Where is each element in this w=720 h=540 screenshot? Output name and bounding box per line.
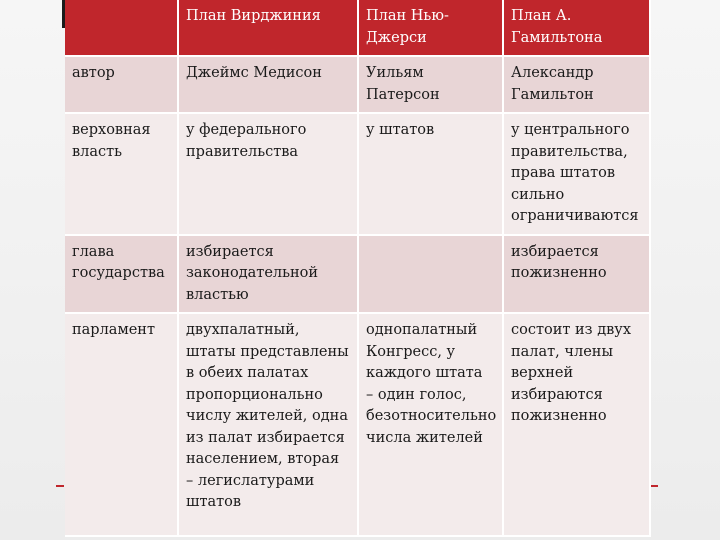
cell-new-jersey: Уильям Патерсон <box>358 56 503 113</box>
table-row-author <box>65 56 650 113</box>
header-virginia-plan: План Вирджиния <box>178 0 358 56</box>
table-row-supreme-power <box>65 113 650 235</box>
comparison-table <box>65 0 651 537</box>
cell-hamilton: избирается пожизненно <box>503 235 650 314</box>
table-row-parliament <box>65 313 650 536</box>
cell-virginia: избирается законодательной властью <box>178 235 358 314</box>
cell-hamilton: у центрального правительства, права штатов сильно ограничиваются <box>503 113 650 235</box>
row-label: автор <box>65 56 178 113</box>
cell-new-jersey: у штатов <box>358 113 503 235</box>
header-empty <box>65 0 178 56</box>
accent-line-right <box>650 485 658 487</box>
header-new-jersey-plan: План Нью-Джерси <box>358 0 503 56</box>
header-hamilton-plan: План А. Гамильтона <box>503 0 650 56</box>
cell-hamilton: Александр Гамильтон <box>503 56 650 113</box>
cell-virginia: у федерального правительства <box>178 113 358 235</box>
header-row <box>65 0 650 56</box>
cell-new-jersey: однопалатный Конгресс, у каждого штата – один голос, безотносительно числа жителей <box>358 313 503 536</box>
cell-virginia: Джеймс Медисон <box>178 56 358 113</box>
table-row-head-of-state <box>65 235 650 314</box>
cell-new-jersey <box>358 235 503 314</box>
cell-hamilton: состоит из двух палат, члены верхней избираются пожизненно <box>503 313 650 536</box>
row-label: верховная власть <box>65 113 178 235</box>
cell-virginia: двухпалатный, штаты представлены в обеих палатах пропорционально числу жителей, одна из палат избирается населением, вторая – легислатурами штатов <box>178 313 358 536</box>
accent-line-left <box>56 485 64 487</box>
row-label: парламент <box>65 313 178 536</box>
row-label: глава государства <box>65 235 178 314</box>
